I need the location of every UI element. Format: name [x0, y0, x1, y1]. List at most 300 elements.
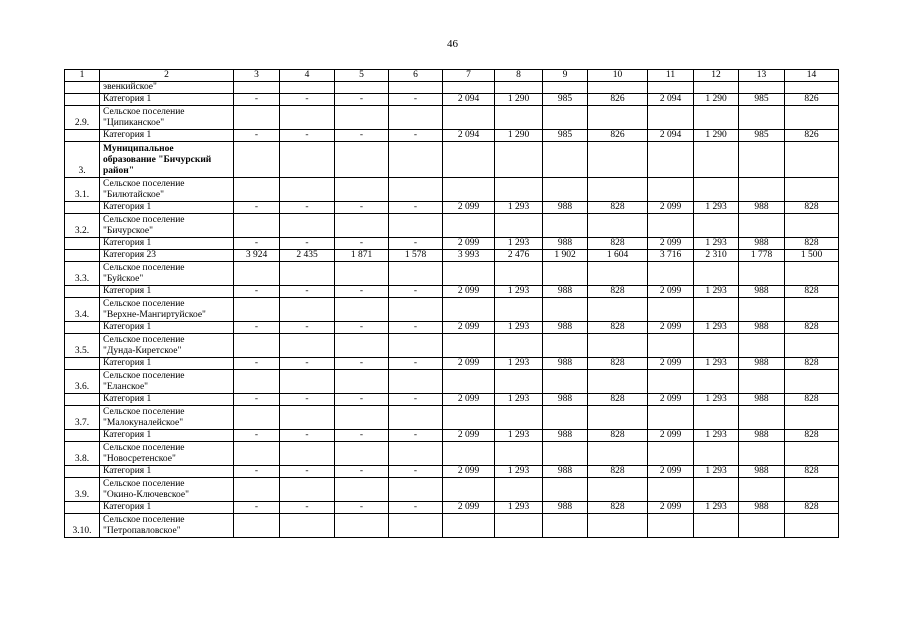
- value-cell-col-7: 2 099: [443, 202, 495, 214]
- value-cell-col-14: 828: [785, 394, 839, 406]
- value-cell-col-7: [443, 298, 495, 322]
- value-cell-col-3: [234, 262, 280, 286]
- page-number: 46: [447, 38, 458, 50]
- table-row: [65, 466, 839, 478]
- value-cell-col-7: 2 099: [443, 394, 495, 406]
- value-cell-col-13: [739, 370, 785, 394]
- row-name: Сельское поселение "Верхне-Мангиртуйское": [100, 298, 234, 322]
- value-cell-col-4: [280, 478, 335, 502]
- value-cell-col-9: [543, 106, 588, 130]
- value-cell-col-7: [443, 178, 495, 202]
- value-cell-col-10: [588, 298, 648, 322]
- value-cell-col-12: 1 293: [694, 202, 739, 214]
- value-cell-col-3: [234, 370, 280, 394]
- value-cell-col-3: [234, 406, 280, 430]
- row-name: Категория 1: [100, 130, 234, 142]
- value-cell-col-9: 988: [543, 238, 588, 250]
- value-cell-col-14: 828: [785, 430, 839, 442]
- value-cell-col-5: [335, 406, 389, 430]
- value-cell-col-10: [588, 442, 648, 466]
- row-name: Сельское поселение "Билютайское": [100, 178, 234, 202]
- value-cell-col-6: -: [389, 130, 443, 142]
- value-cell-col-9: [543, 370, 588, 394]
- value-cell-col-9: [543, 514, 588, 538]
- value-cell-col-12: 1 293: [694, 322, 739, 334]
- value-cell-col-14: [785, 214, 839, 238]
- value-cell-col-4: [280, 106, 335, 130]
- table-row: [65, 478, 839, 502]
- value-cell-col-8: [495, 442, 543, 466]
- column-header-12: 12: [694, 70, 739, 82]
- value-cell-col-5: [335, 334, 389, 358]
- value-cell-col-10: [588, 142, 648, 178]
- value-cell-col-5: -: [335, 238, 389, 250]
- value-cell-col-5: [335, 442, 389, 466]
- value-cell-col-12: [694, 334, 739, 358]
- row-name: Сельское поселение "Бичурское": [100, 214, 234, 238]
- value-cell-col-3: -: [234, 502, 280, 514]
- value-cell-col-3: [234, 178, 280, 202]
- row-number: [65, 238, 100, 250]
- value-cell-col-13: [739, 178, 785, 202]
- value-cell-col-4: -: [280, 238, 335, 250]
- row-number: [65, 430, 100, 442]
- row-number: 3.1.: [65, 178, 100, 202]
- value-cell-col-5: -: [335, 202, 389, 214]
- row-number: [65, 322, 100, 334]
- value-cell-col-11: 2 099: [648, 394, 694, 406]
- value-cell-col-10: 826: [588, 94, 648, 106]
- value-cell-col-13: 988: [739, 286, 785, 298]
- value-cell-col-5: [335, 370, 389, 394]
- table-row: [65, 82, 839, 94]
- table-row: [65, 142, 839, 178]
- value-cell-col-6: [389, 478, 443, 502]
- value-cell-col-3: 3 924: [234, 250, 280, 262]
- value-cell-col-3: -: [234, 202, 280, 214]
- value-cell-col-4: [280, 178, 335, 202]
- value-cell-col-5: [335, 142, 389, 178]
- value-cell-col-5: [335, 82, 389, 94]
- value-cell-col-7: [443, 106, 495, 130]
- value-cell-col-14: [785, 82, 839, 94]
- value-cell-col-12: 1 293: [694, 286, 739, 298]
- value-cell-col-11: [648, 106, 694, 130]
- value-cell-col-14: [785, 106, 839, 130]
- value-cell-col-11: [648, 334, 694, 358]
- value-cell-col-6: -: [389, 94, 443, 106]
- value-cell-col-14: [785, 298, 839, 322]
- value-cell-col-12: [694, 442, 739, 466]
- value-cell-col-10: 828: [588, 286, 648, 298]
- table-row: [65, 202, 839, 214]
- row-name: Категория 1: [100, 238, 234, 250]
- value-cell-col-5: -: [335, 322, 389, 334]
- row-name: Сельское поселение "Еланское": [100, 370, 234, 394]
- value-cell-col-5: [335, 214, 389, 238]
- table-row: [65, 298, 839, 322]
- row-name: Категория 1: [100, 430, 234, 442]
- value-cell-col-11: 2 099: [648, 238, 694, 250]
- value-cell-col-5: -: [335, 394, 389, 406]
- value-cell-col-9: [543, 334, 588, 358]
- value-cell-col-3: [234, 106, 280, 130]
- value-cell-col-8: 1 293: [495, 286, 543, 298]
- value-cell-col-10: [588, 514, 648, 538]
- value-cell-col-6: [389, 142, 443, 178]
- value-cell-col-14: 828: [785, 502, 839, 514]
- row-name: Категория 1: [100, 466, 234, 478]
- row-number: 3.2.: [65, 214, 100, 238]
- value-cell-col-13: [739, 478, 785, 502]
- value-cell-col-12: 1 293: [694, 430, 739, 442]
- row-name: Сельское поселение "Окино-Ключевское": [100, 478, 234, 502]
- value-cell-col-7: [443, 442, 495, 466]
- value-cell-col-8: 1 293: [495, 238, 543, 250]
- row-number: [65, 202, 100, 214]
- row-number: 3.7.: [65, 406, 100, 430]
- value-cell-col-12: [694, 142, 739, 178]
- column-header-5: 5: [335, 70, 389, 82]
- value-cell-col-6: -: [389, 202, 443, 214]
- table-row: [65, 370, 839, 394]
- value-cell-col-8: [495, 142, 543, 178]
- value-cell-col-14: [785, 478, 839, 502]
- value-cell-col-6: [389, 406, 443, 430]
- row-number: [65, 502, 100, 514]
- value-cell-col-3: -: [234, 430, 280, 442]
- value-cell-col-7: [443, 82, 495, 94]
- value-cell-col-4: -: [280, 502, 335, 514]
- value-cell-col-11: 2 099: [648, 502, 694, 514]
- value-cell-col-14: 828: [785, 466, 839, 478]
- value-cell-col-4: -: [280, 286, 335, 298]
- value-cell-col-12: 2 310: [694, 250, 739, 262]
- value-cell-col-8: 1 293: [495, 202, 543, 214]
- value-cell-col-10: 828: [588, 322, 648, 334]
- value-cell-col-8: 1 290: [495, 94, 543, 106]
- value-cell-col-5: -: [335, 286, 389, 298]
- value-cell-col-9: [543, 406, 588, 430]
- column-header-8: 8: [495, 70, 543, 82]
- column-header-6: 6: [389, 70, 443, 82]
- value-cell-col-13: [739, 262, 785, 286]
- value-cell-col-7: 2 099: [443, 430, 495, 442]
- value-cell-col-14: 828: [785, 322, 839, 334]
- value-cell-col-5: [335, 106, 389, 130]
- value-cell-col-13: [739, 334, 785, 358]
- value-cell-col-5: -: [335, 430, 389, 442]
- value-cell-col-7: [443, 142, 495, 178]
- value-cell-col-4: [280, 370, 335, 394]
- table-row: [65, 130, 839, 142]
- value-cell-col-3: -: [234, 286, 280, 298]
- value-cell-col-3: -: [234, 466, 280, 478]
- value-cell-col-4: -: [280, 130, 335, 142]
- value-cell-col-7: [443, 514, 495, 538]
- value-cell-col-7: 2 094: [443, 130, 495, 142]
- value-cell-col-14: [785, 514, 839, 538]
- value-cell-col-12: [694, 178, 739, 202]
- value-cell-col-11: 2 099: [648, 322, 694, 334]
- value-cell-col-4: -: [280, 358, 335, 370]
- value-cell-col-13: [739, 298, 785, 322]
- row-name: Категория 23: [100, 250, 234, 262]
- value-cell-col-13: 988: [739, 202, 785, 214]
- value-cell-col-4: [280, 514, 335, 538]
- value-cell-col-6: [389, 514, 443, 538]
- row-name: Сельское поселение "Малокуналейское": [100, 406, 234, 430]
- value-cell-col-11: 2 094: [648, 130, 694, 142]
- value-cell-col-13: 988: [739, 394, 785, 406]
- value-cell-col-12: 1 293: [694, 238, 739, 250]
- value-cell-col-10: [588, 214, 648, 238]
- value-cell-col-11: [648, 442, 694, 466]
- value-cell-col-3: [234, 442, 280, 466]
- row-name: эвенкийское": [100, 82, 234, 94]
- value-cell-col-10: 826: [588, 130, 648, 142]
- row-number: [65, 130, 100, 142]
- value-cell-col-8: [495, 82, 543, 94]
- value-cell-col-9: 985: [543, 94, 588, 106]
- value-cell-col-11: [648, 262, 694, 286]
- value-cell-col-13: 988: [739, 466, 785, 478]
- row-name: Сельское поселение "Буйское": [100, 262, 234, 286]
- value-cell-col-12: 1 293: [694, 466, 739, 478]
- value-cell-col-13: [739, 442, 785, 466]
- table-row: [65, 406, 839, 430]
- value-cell-col-13: [739, 214, 785, 238]
- row-name: Категория 1: [100, 358, 234, 370]
- table-row: [65, 262, 839, 286]
- value-cell-col-3: [234, 214, 280, 238]
- value-cell-col-11: [648, 214, 694, 238]
- value-cell-col-6: [389, 214, 443, 238]
- value-cell-col-4: -: [280, 202, 335, 214]
- value-cell-col-9: [543, 178, 588, 202]
- value-cell-col-8: 2 476: [495, 250, 543, 262]
- row-number: 3.8.: [65, 442, 100, 466]
- value-cell-col-10: [588, 82, 648, 94]
- value-cell-col-8: [495, 478, 543, 502]
- value-cell-col-4: [280, 142, 335, 178]
- value-cell-col-7: 2 099: [443, 238, 495, 250]
- value-cell-col-9: 988: [543, 430, 588, 442]
- value-cell-col-6: -: [389, 286, 443, 298]
- table-row: [65, 214, 839, 238]
- column-header-10: 10: [588, 70, 648, 82]
- row-number: 3.5.: [65, 334, 100, 358]
- value-cell-col-11: 2 099: [648, 466, 694, 478]
- value-cell-col-6: [389, 298, 443, 322]
- row-name: Сельское поселение "Петропавловское": [100, 514, 234, 538]
- column-header-7: 7: [443, 70, 495, 82]
- value-cell-col-6: -: [389, 358, 443, 370]
- value-cell-col-9: 1 902: [543, 250, 588, 262]
- value-cell-col-4: [280, 214, 335, 238]
- row-number: [65, 250, 100, 262]
- table-row: [65, 514, 839, 538]
- row-number: 3.3.: [65, 262, 100, 286]
- row-number: [65, 286, 100, 298]
- value-cell-col-14: 1 500: [785, 250, 839, 262]
- value-cell-col-10: [588, 178, 648, 202]
- table-row: [65, 502, 839, 514]
- value-cell-col-5: -: [335, 502, 389, 514]
- value-cell-col-12: 1 290: [694, 130, 739, 142]
- value-cell-col-14: 828: [785, 202, 839, 214]
- value-cell-col-9: [543, 478, 588, 502]
- value-cell-col-11: [648, 178, 694, 202]
- value-cell-col-10: 828: [588, 394, 648, 406]
- value-cell-col-8: [495, 106, 543, 130]
- value-cell-col-12: [694, 406, 739, 430]
- value-cell-col-6: 1 578: [389, 250, 443, 262]
- value-cell-col-10: 828: [588, 238, 648, 250]
- value-cell-col-5: [335, 478, 389, 502]
- value-cell-col-8: 1 293: [495, 322, 543, 334]
- value-cell-col-3: -: [234, 394, 280, 406]
- value-cell-col-12: [694, 370, 739, 394]
- row-number: 3.4.: [65, 298, 100, 322]
- value-cell-col-9: [543, 442, 588, 466]
- value-cell-col-8: 1 290: [495, 130, 543, 142]
- value-cell-col-3: [234, 82, 280, 94]
- value-cell-col-14: 828: [785, 286, 839, 298]
- table-row: [65, 358, 839, 370]
- column-header-4: 4: [280, 70, 335, 82]
- value-cell-col-9: 988: [543, 286, 588, 298]
- value-cell-col-10: 828: [588, 466, 648, 478]
- row-number: [65, 82, 100, 94]
- row-number: 2.9.: [65, 106, 100, 130]
- row-name: Категория 1: [100, 502, 234, 514]
- value-cell-col-4: -: [280, 430, 335, 442]
- value-cell-col-8: 1 293: [495, 502, 543, 514]
- value-cell-col-10: 828: [588, 430, 648, 442]
- value-cell-col-6: [389, 106, 443, 130]
- value-cell-col-10: 828: [588, 502, 648, 514]
- value-cell-col-13: [739, 514, 785, 538]
- value-cell-col-4: 2 435: [280, 250, 335, 262]
- value-cell-col-6: [389, 370, 443, 394]
- value-cell-col-3: -: [234, 130, 280, 142]
- value-cell-col-3: -: [234, 322, 280, 334]
- value-cell-col-8: [495, 178, 543, 202]
- value-cell-col-12: [694, 262, 739, 286]
- value-cell-col-6: [389, 442, 443, 466]
- value-cell-col-14: [785, 334, 839, 358]
- value-cell-col-4: [280, 442, 335, 466]
- value-cell-col-10: [588, 406, 648, 430]
- value-cell-col-11: [648, 142, 694, 178]
- value-cell-col-7: [443, 262, 495, 286]
- value-cell-col-13: 988: [739, 430, 785, 442]
- table-row: [65, 286, 839, 298]
- value-cell-col-11: 2 099: [648, 430, 694, 442]
- value-cell-col-13: [739, 142, 785, 178]
- value-cell-col-12: [694, 82, 739, 94]
- value-cell-col-9: [543, 262, 588, 286]
- value-cell-col-9: [543, 82, 588, 94]
- value-cell-col-8: 1 293: [495, 466, 543, 478]
- row-number: 3.6.: [65, 370, 100, 394]
- row-name: Сельское поселение "Дунда-Киретское": [100, 334, 234, 358]
- value-cell-col-4: [280, 334, 335, 358]
- value-cell-col-13: [739, 106, 785, 130]
- value-cell-col-10: 828: [588, 202, 648, 214]
- value-cell-col-14: 826: [785, 94, 839, 106]
- value-cell-col-12: [694, 298, 739, 322]
- value-cell-col-4: -: [280, 322, 335, 334]
- value-cell-col-4: [280, 298, 335, 322]
- row-number: [65, 394, 100, 406]
- value-cell-col-7: 2 099: [443, 502, 495, 514]
- value-cell-col-5: 1 871: [335, 250, 389, 262]
- value-cell-col-5: -: [335, 358, 389, 370]
- value-cell-col-10: [588, 262, 648, 286]
- value-cell-col-3: [234, 334, 280, 358]
- value-cell-col-14: [785, 142, 839, 178]
- table-row: [65, 322, 839, 334]
- value-cell-col-8: [495, 298, 543, 322]
- value-cell-col-9: 988: [543, 466, 588, 478]
- value-cell-col-9: 988: [543, 394, 588, 406]
- value-cell-col-10: 1 604: [588, 250, 648, 262]
- table-row: [65, 106, 839, 130]
- value-cell-col-4: -: [280, 394, 335, 406]
- row-name: Сельское поселение "Ципиканское": [100, 106, 234, 130]
- value-cell-col-14: [785, 442, 839, 466]
- value-cell-col-12: 1 293: [694, 502, 739, 514]
- value-cell-col-5: [335, 178, 389, 202]
- value-cell-col-11: 2 094: [648, 94, 694, 106]
- row-number: [65, 358, 100, 370]
- table-row: [65, 94, 839, 106]
- value-cell-col-8: [495, 370, 543, 394]
- value-cell-col-8: [495, 406, 543, 430]
- value-cell-col-12: 1 293: [694, 394, 739, 406]
- value-cell-col-7: 2 094: [443, 94, 495, 106]
- value-cell-col-9: 985: [543, 130, 588, 142]
- value-cell-col-11: [648, 514, 694, 538]
- value-cell-col-5: [335, 262, 389, 286]
- value-cell-col-6: -: [389, 238, 443, 250]
- value-cell-col-8: [495, 514, 543, 538]
- value-cell-col-13: 988: [739, 502, 785, 514]
- row-number: [65, 466, 100, 478]
- row-number: 3.10.: [65, 514, 100, 538]
- table-row: [65, 238, 839, 250]
- value-cell-col-14: [785, 370, 839, 394]
- value-cell-col-11: [648, 298, 694, 322]
- column-header-13: 13: [739, 70, 785, 82]
- row-name: Категория 1: [100, 94, 234, 106]
- value-cell-col-8: [495, 262, 543, 286]
- row-number: 3.: [65, 142, 100, 178]
- value-cell-col-7: 2 099: [443, 286, 495, 298]
- row-name: Категория 1: [100, 322, 234, 334]
- value-cell-col-4: [280, 82, 335, 94]
- table-row: [65, 430, 839, 442]
- value-cell-col-9: [543, 298, 588, 322]
- value-cell-col-12: [694, 214, 739, 238]
- value-cell-col-7: [443, 334, 495, 358]
- value-cell-col-6: -: [389, 394, 443, 406]
- value-cell-col-6: [389, 82, 443, 94]
- value-cell-col-14: 828: [785, 358, 839, 370]
- value-cell-col-9: 988: [543, 322, 588, 334]
